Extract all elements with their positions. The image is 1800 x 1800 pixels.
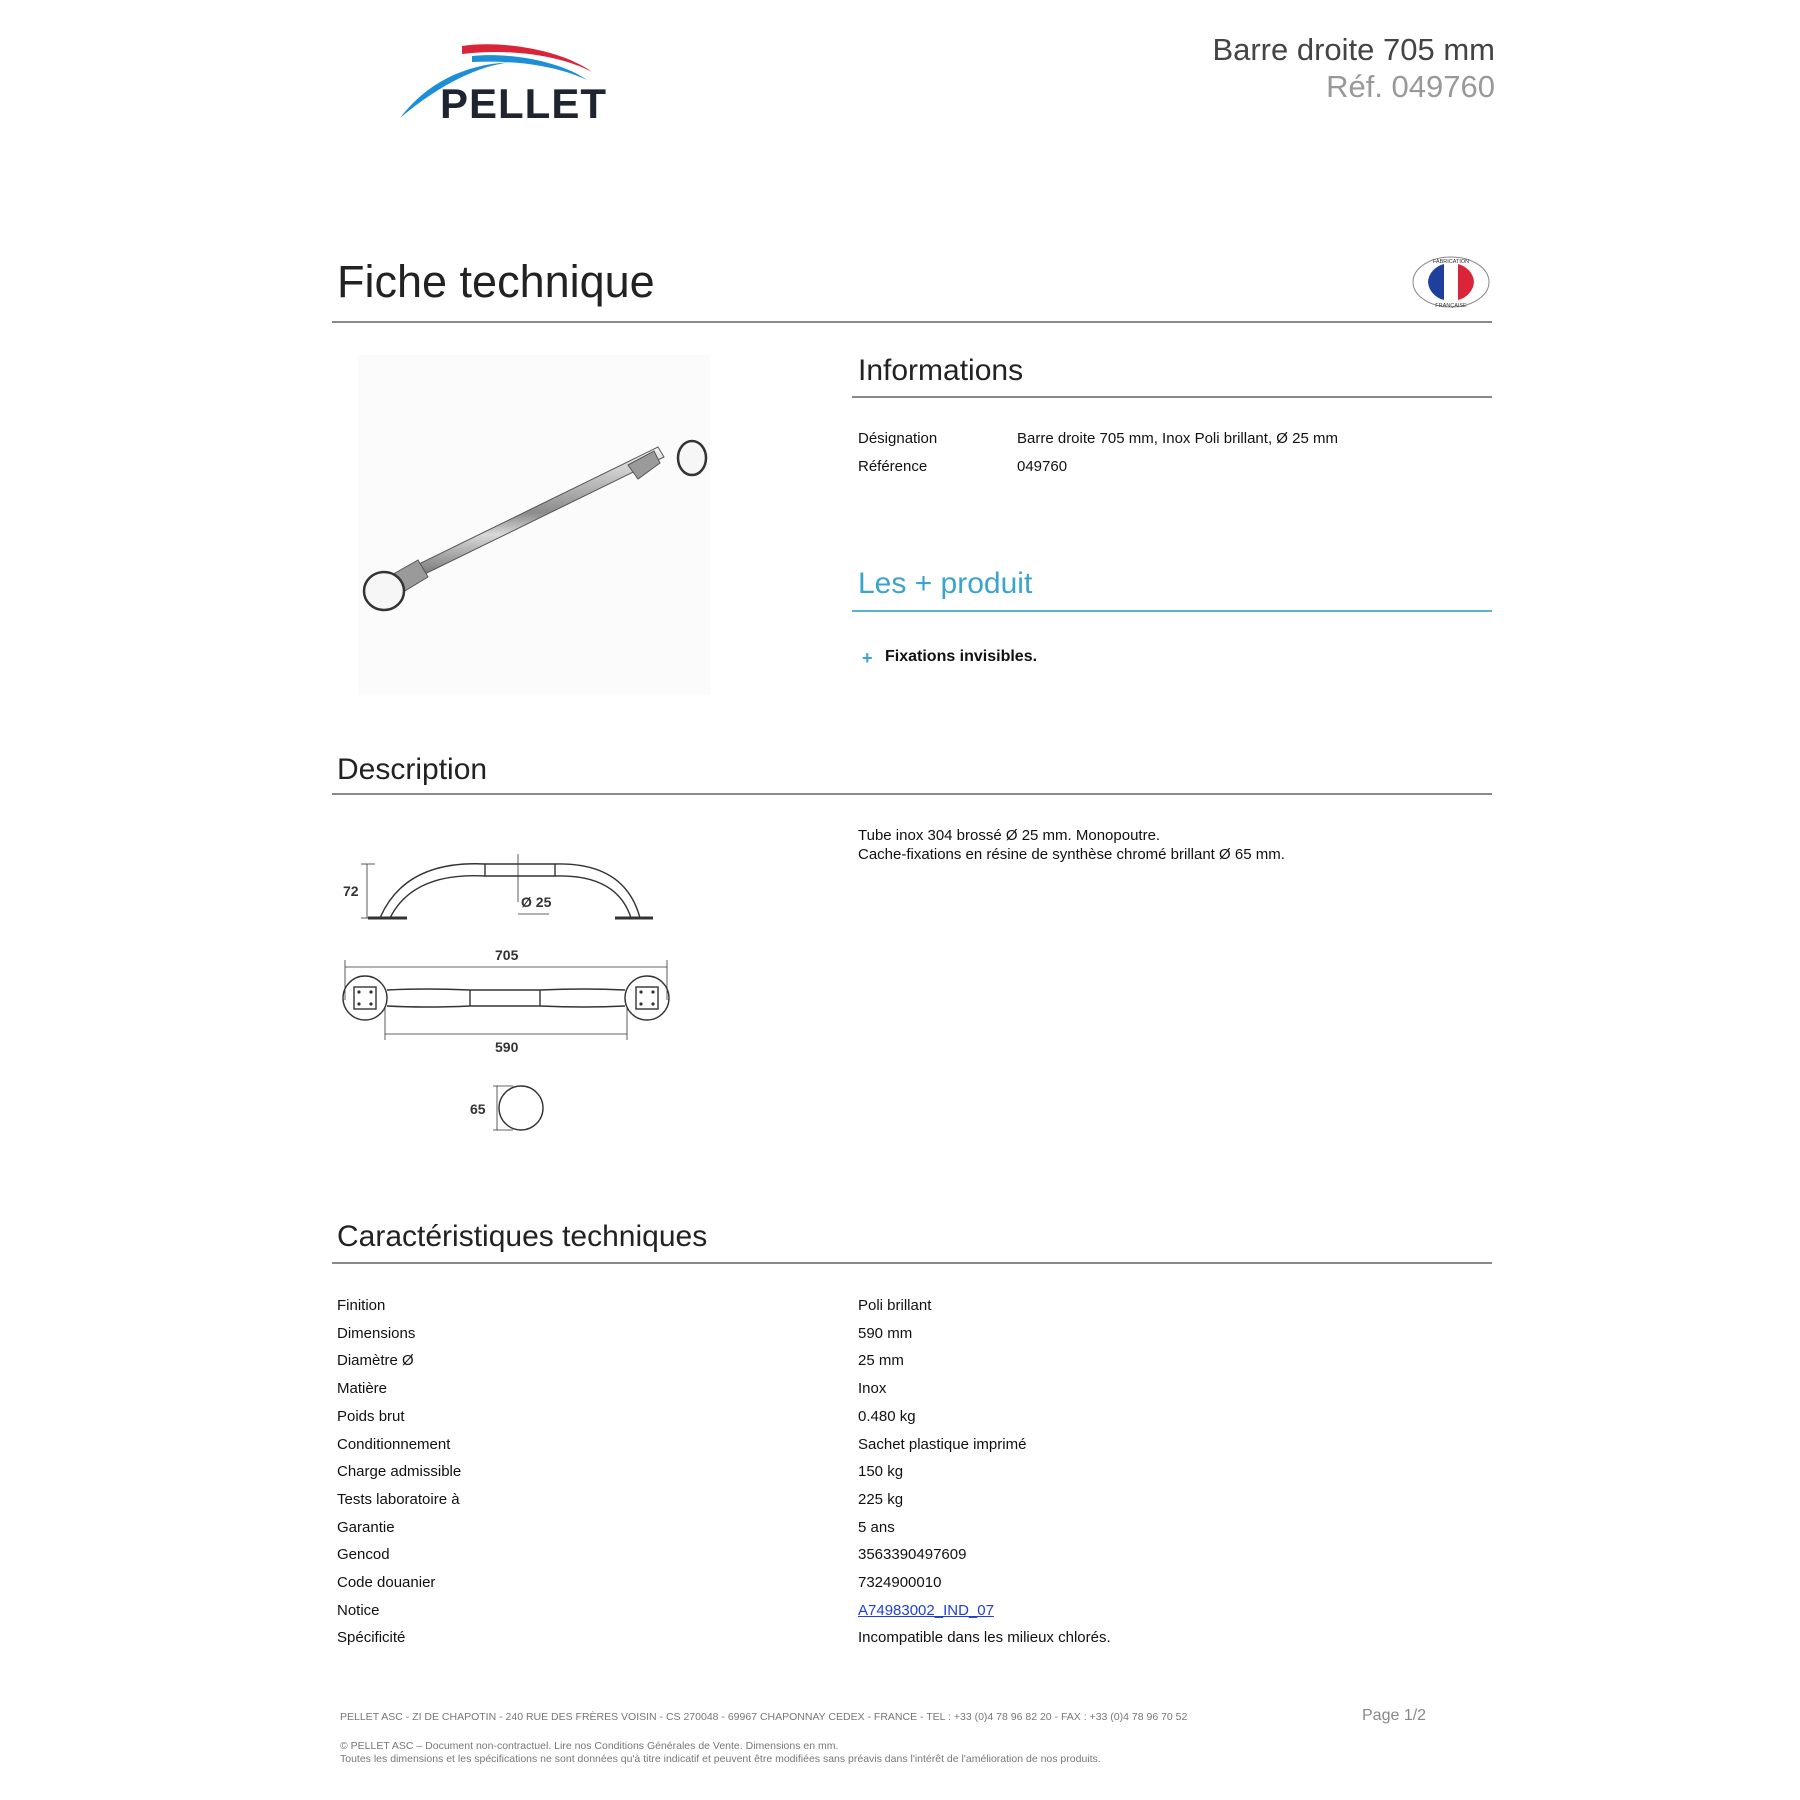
description-title: Description <box>337 753 488 786</box>
spec-label: Spécificité <box>337 1629 406 1646</box>
brand-name: PELLET <box>440 80 608 127</box>
spec-value: Incompatible dans les milieux chlorés. <box>858 1629 1111 1646</box>
dim-rosette: 65 <box>470 1101 486 1117</box>
product-photo <box>358 355 710 695</box>
technical-drawing <box>335 840 685 1140</box>
specs-divider <box>332 1262 1492 1264</box>
spec-label: Gencod <box>337 1546 390 1563</box>
footer-legal-2: Toutes les dimensions et les spécifications ne sont données qu'à titre indicatif et peuvent être modifiées sans préavis dans l'intérêt de l'amélioration de nos produits. <box>340 1753 1101 1765</box>
spec-value: 25 mm <box>858 1352 904 1369</box>
spec-value: Sachet plastique imprimé <box>858 1436 1027 1453</box>
plus-divider <box>852 610 1492 612</box>
dim-length: 705 <box>495 947 519 963</box>
spec-value: 225 kg <box>858 1491 904 1508</box>
dim-spacing: 590 <box>495 1039 519 1055</box>
spec-label: Dimensions <box>337 1325 416 1342</box>
specs-title: Caractéristiques techniques <box>337 1220 708 1253</box>
informations-title: Informations <box>858 354 1024 387</box>
spec-value: 590 mm <box>858 1325 913 1342</box>
description-line-2: Cache-fixations en résine de synthèse chromé brillant Ø 65 mm. <box>858 846 1285 863</box>
notice-link[interactable]: A74983002_IND_07 <box>858 1602 994 1619</box>
spec-value: Inox <box>858 1380 887 1397</box>
spec-value: 3563390497609 <box>858 1546 967 1563</box>
spec-label: Charge admissible <box>337 1463 462 1480</box>
spec-value: 150 kg <box>858 1463 904 1480</box>
spec-value: 0.480 kg <box>858 1408 916 1425</box>
spec-value: 5 ans <box>858 1519 895 1536</box>
spec-label: Matière <box>337 1380 388 1397</box>
spec-value: 7324900010 <box>858 1574 942 1591</box>
description-divider <box>332 793 1492 795</box>
spec-label: Finition <box>337 1297 386 1314</box>
badge-top-text: FABRICATION <box>1432 259 1470 265</box>
page-title: Fiche technique <box>337 256 655 307</box>
description-line-1: Tube inox 304 brossé Ø 25 mm. Monopoutre. <box>858 827 1161 844</box>
title-divider <box>332 321 1492 323</box>
dim-height: 72 <box>343 883 359 899</box>
spec-label: Conditionnement <box>337 1436 451 1453</box>
product-title: Barre droite 705 mm <box>1212 32 1495 67</box>
info-value-reference: 049760 <box>1017 458 1068 475</box>
spec-label: Diamètre Ø <box>337 1352 414 1369</box>
info-label-reference: Référence <box>858 458 928 475</box>
footer-legal-1: © PELLET ASC – Document non-contractuel. Lire nos Conditions Générales de Vente. Dimensions en mm. <box>340 1740 839 1752</box>
dim-diameter: Ø 25 <box>521 894 552 910</box>
badge-bottom-text: FRANÇAISE <box>1435 303 1467 309</box>
spec-label: Garantie <box>337 1519 395 1536</box>
footer-address: PELLET ASC - ZI DE CHAPOTIN - 240 RUE DES FRÈRES VOISIN - CS 270048 - 69967 CHAPONNAY CEDEX - FRANCE - TEL : +33 (0)4 78 96 82 20 - FAX : +33 (0)4 78 96 70 52 <box>340 1711 1188 1723</box>
spec-label: Notice <box>337 1602 380 1619</box>
info-value-designation: Barre droite 705 mm, Inox Poli brillant, Ø 25 mm <box>1017 430 1338 447</box>
spec-label: Tests laboratoire à <box>337 1491 460 1508</box>
plus-bullet: + <box>862 648 873 668</box>
page-number: Page 1/2 <box>1362 1707 1427 1724</box>
plus-title: Les + produit <box>858 567 1033 600</box>
spec-value: Poli brillant <box>858 1297 932 1314</box>
informations-divider <box>852 396 1492 398</box>
product-ref: Réf. 049760 <box>1326 69 1495 104</box>
spec-label: Code douanier <box>337 1574 436 1591</box>
plus-item: Fixations invisibles. <box>885 648 1038 665</box>
fabrication-francaise-badge <box>1410 254 1492 310</box>
spec-label: Poids brut <box>337 1408 405 1425</box>
info-label-designation: Désignation <box>858 430 938 447</box>
